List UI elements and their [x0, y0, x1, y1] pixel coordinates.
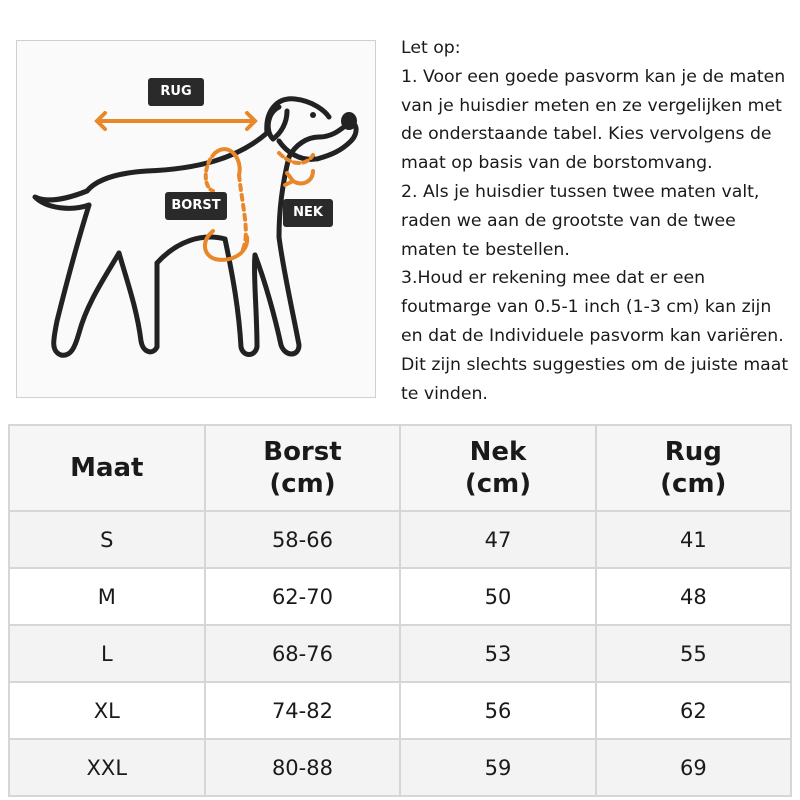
notes-line: foutmarge van 0.5-1 inch (1-3 cm) kan zijn — [401, 297, 772, 318]
cell-back: 62 — [596, 682, 791, 739]
sizing-notes — [401, 34, 799, 408]
table-row — [9, 625, 791, 682]
cell-size: XXL — [9, 739, 205, 796]
notes-line: maten te bestellen. — [401, 239, 570, 260]
cell-neck: 50 — [400, 568, 595, 625]
header-size: Maat — [9, 425, 205, 511]
cell-neck: 59 — [400, 739, 595, 796]
label-chest-tag: BORST — [165, 192, 227, 220]
notes-line: maat op basis van de borstomvang. — [401, 153, 713, 174]
cell-neck: 47 — [400, 511, 595, 568]
notes-line: 3.Houd er rekening mee dat er een — [401, 268, 706, 289]
header-chest: Borst (cm) — [205, 425, 401, 511]
cell-back: 55 — [596, 625, 791, 682]
table-row — [9, 511, 791, 568]
table-row — [9, 568, 791, 625]
cell-chest: 62-70 — [205, 568, 401, 625]
notes-line: te vinden. — [401, 383, 488, 404]
cell-back: 69 — [596, 739, 791, 796]
notes-line: 1. Voor een goede pasvorm kan je de maten — [401, 66, 786, 87]
notes-line: raden we aan de grootste van de twee — [401, 210, 736, 231]
cell-chest: 74-82 — [205, 682, 401, 739]
notes-line: de onderstaande tabel. Kies vervolgens de — [401, 124, 772, 145]
cell-chest: 58-66 — [205, 511, 401, 568]
notes-line: Dit zijn slechts suggesties om de juiste maat — [401, 354, 789, 375]
cell-neck: 53 — [400, 625, 595, 682]
header-neck: Nek (cm) — [400, 425, 595, 511]
label-neck-tag: NEK — [283, 199, 333, 227]
cell-back: 48 — [596, 568, 791, 625]
label-back-tag: RUG — [148, 78, 204, 106]
cell-size: S — [9, 511, 205, 568]
cell-size: XL — [9, 682, 205, 739]
cell-chest: 68-76 — [205, 625, 401, 682]
cell-neck: 56 — [400, 682, 595, 739]
table-row — [9, 739, 791, 796]
cell-chest: 80-88 — [205, 739, 401, 796]
table-row — [9, 682, 791, 739]
cell-back: 41 — [596, 511, 791, 568]
notes-line: 2. Als je huisdier tussen twee maten valt, — [401, 181, 760, 202]
header-back: Rug (cm) — [596, 425, 791, 511]
dog-measurement-diagram — [16, 40, 376, 398]
notes-line: en dat de Individuele pasvorm kan variëren. — [401, 325, 784, 346]
notes-line: Let op: — [401, 38, 461, 58]
cell-size: M — [9, 568, 205, 625]
size-chart-table — [8, 424, 792, 797]
table-header-row — [9, 425, 791, 511]
notes-line: van je huisdier meten en ze vergelijken met — [401, 95, 782, 116]
cell-size: L — [9, 625, 205, 682]
